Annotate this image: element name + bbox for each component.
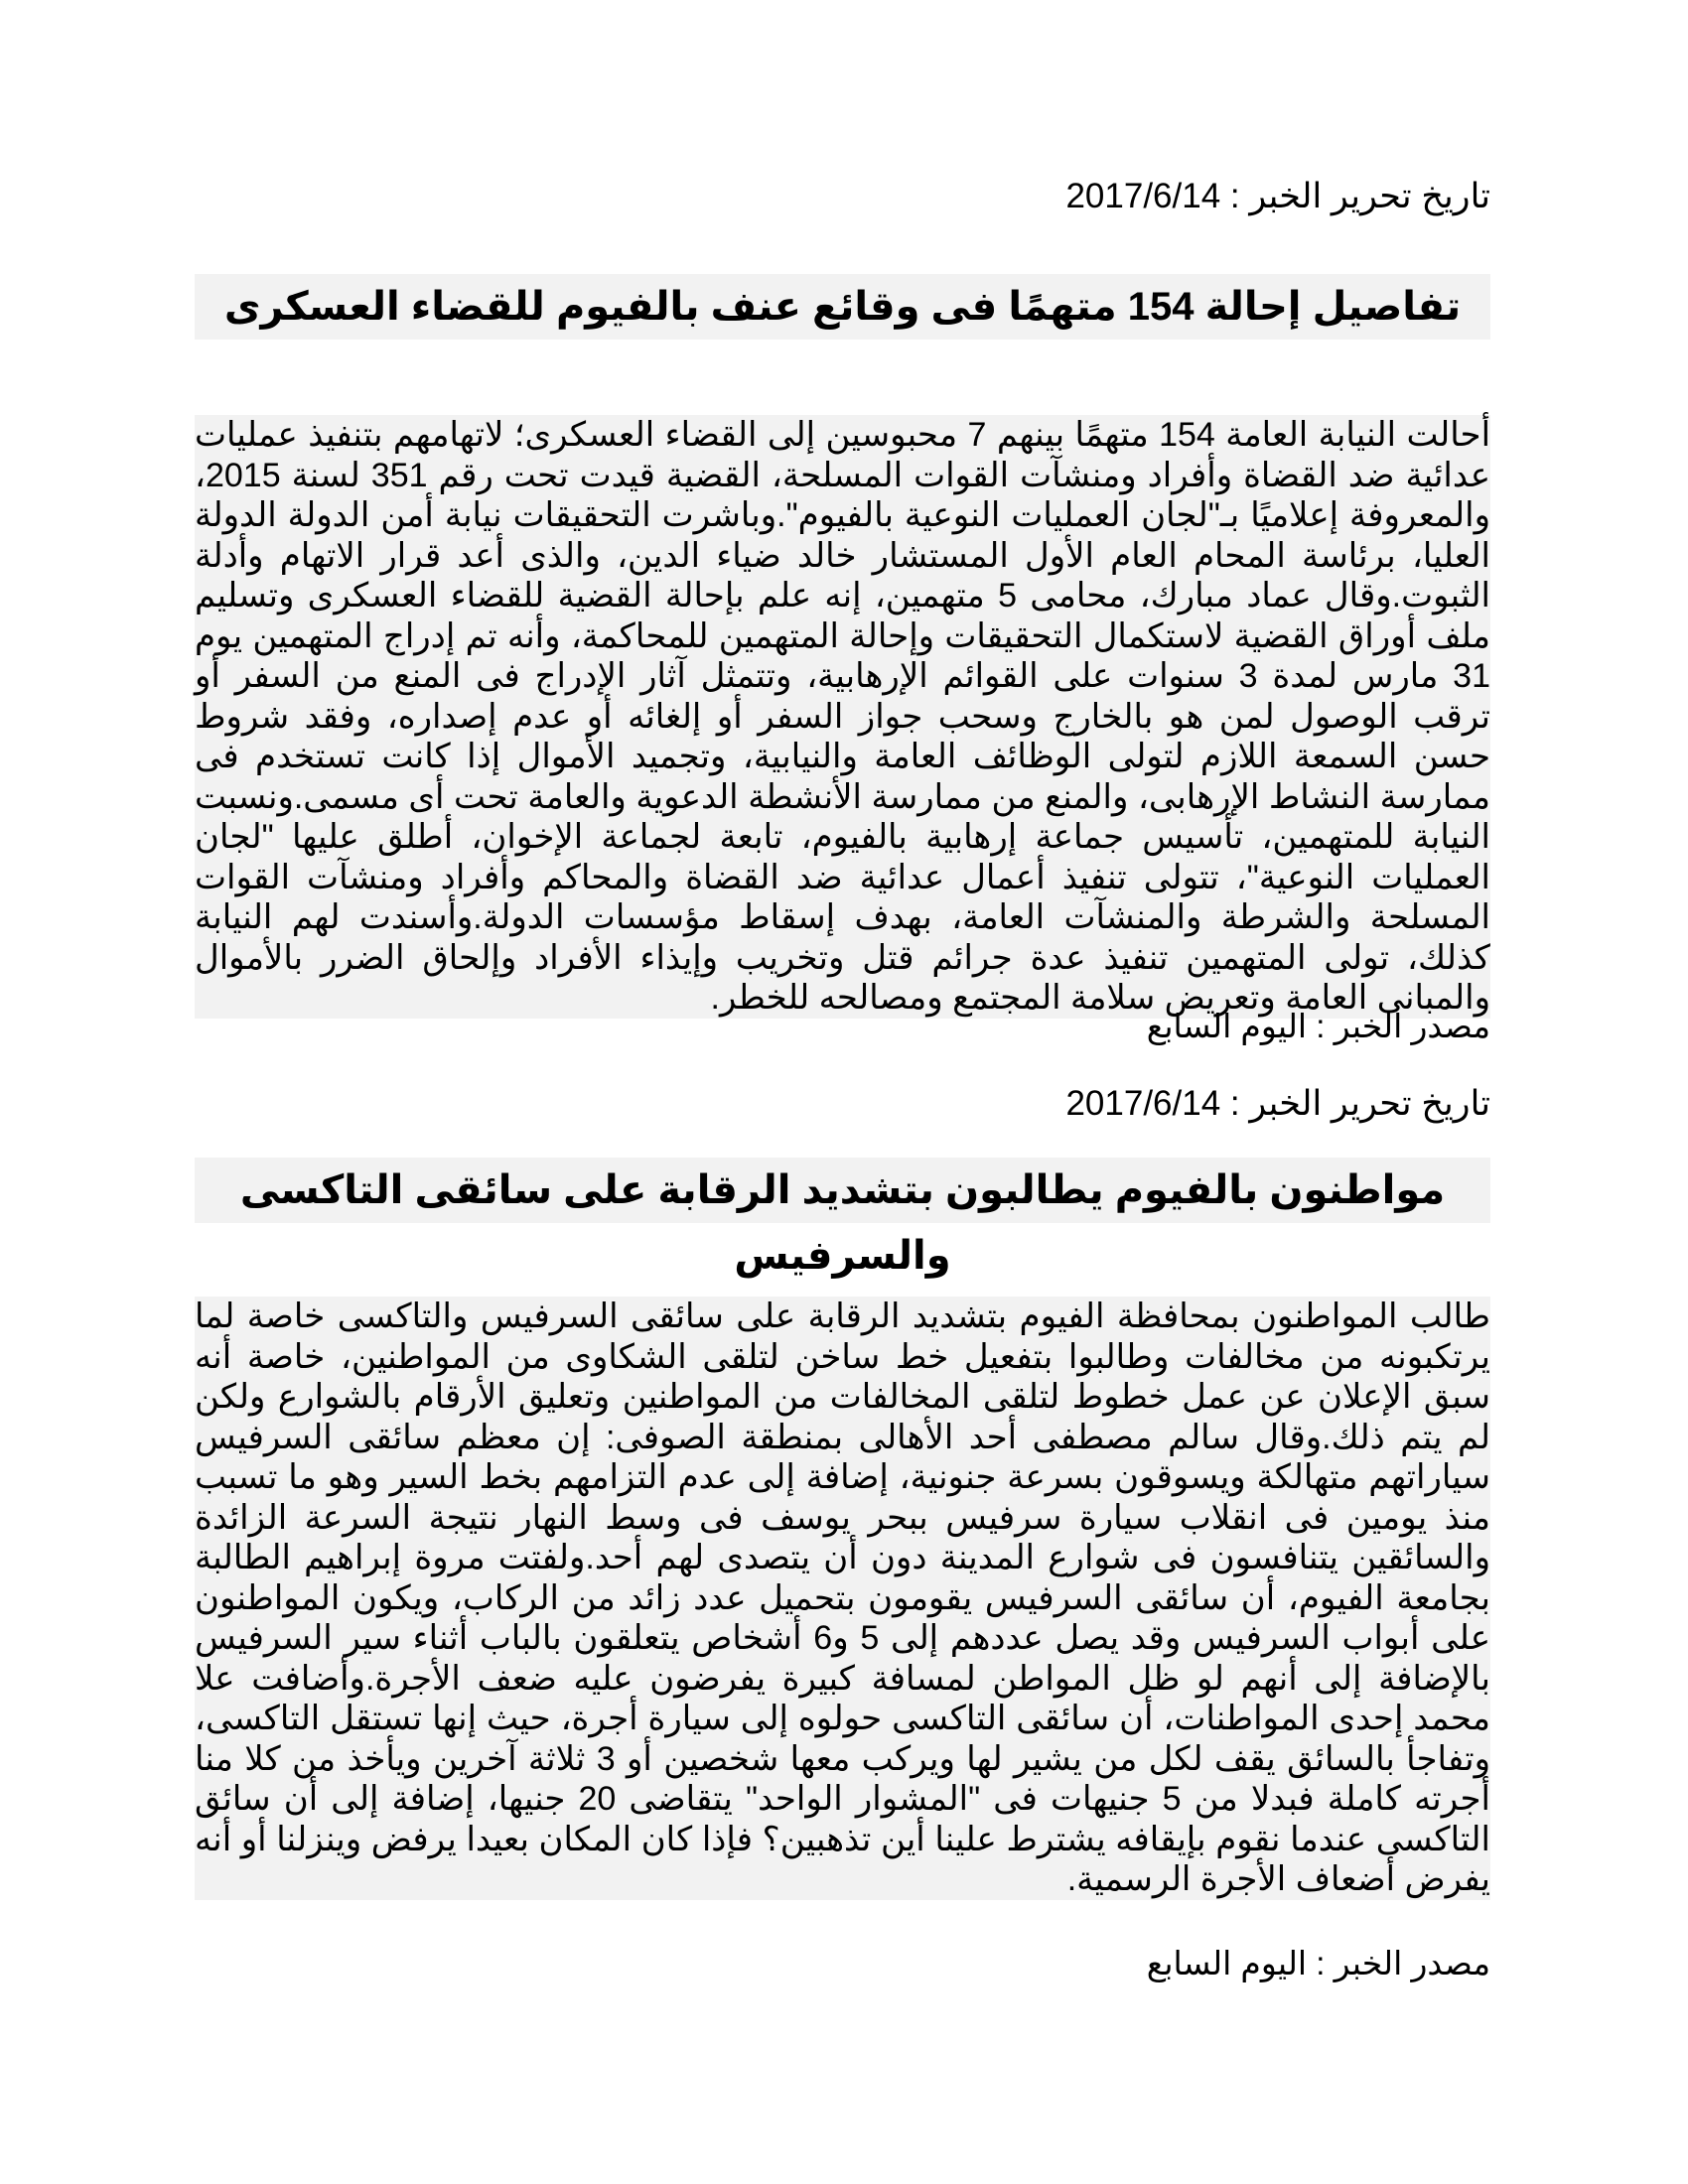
article-date-line: تاريخ تحرير الخبر : 2017/6/14 [1065,177,1490,215]
article-source-line: مصدر الخبر : اليوم السابع [1146,1945,1490,1981]
article-title: تفاصيل إحالة 154 متهمًا فى وقائع عنف بالفيوم للقضاء العسكرى [195,274,1490,340]
article-source-line: مصدر الخبر : اليوم السابع [1146,1008,1490,1044]
article-date-line: تاريخ تحرير الخبر : 2017/6/14 [1065,1084,1490,1123]
article-body: طالب المواطنون بمحافظة الفيوم بتشديد الرقابة على سائقى السرفيس والتاكسى خاصة لما يرتكبونه من مخالفات وطالبوا بتفعيل خط ساخن لتلقى الشكاوى من المواطنين، خاصة أنه سبق الإعلان عن عمل خطوط لتلقى المخالفات من المواطنين وتعليق الأرقام بالشوارع ولكن لم يتم ذلك.وقال سالم مصطفى أحد الأهالى بمنطقة الصوفى: إن معظم سائقى السرفيس سياراتهم متهالكة ويسوقون بسرعة جنونية، إضافة إلى عدم التزامهم بخط السير وهو ما تسبب منذ يومين فى انقلاب سيارة سرفيس ببحر يوسف فى وسط النهار نتيجة السرعة الزائدة والسائقين يتنافسون فى شوارع المدينة دون أن يتصدى لهم أحد.ولفتت مروة إبراهيم الطالبة بجامعة الفيوم، أن سائقى السرفيس يقومون بتحميل عدد زائد من الركاب، ويكون المواطنون على أبواب السرفيس وقد يصل عددهم إلى 5 و6 أشخاص يتعلقون بالباب أثناء سير السرفيس بالإضافة إلى أنهم لو ظل المواطن لمسافة كبيرة يفرضون عليه ضعف الأجرة.وأضافت علا محمد إحدى المواطنات، أن سائقى التاكسى حولوه إلى سيارة أجرة، حيث إنها تستقل التاكسى، وتفاجأ بالسائق يقف لكل من يشير لها ويركب معها شخصين أو 3 ثلاثة آخرين ويأخذ من كلا منا أجرته كاملة فبدلا من 5 جنيهات فى "المشوار الواحد" يتقاضى 20 جنيها، إضافة إلى أن سائق التاكسى عندما نقوم بإيقافه يشترط علينا أين تذهبين؟ فإذا كان المكان بعيدا يرفض وينزلنا أو أنه يفرض أضعاف الأجرة الرسمية. [195,1297,1490,1898]
article-body: أحالت النيابة العامة 154 متهمًا بينهم 7 محبوسين إلى القضاء العسكرى؛ لاتهامهم بتنفيذ عمليات عدائية ضد القضاة وأفراد ومنشآت القوات المسلحة، القضية قيدت تحت رقم 351 لسنة 2015، والمعروفة إعلاميًا بـ"لجان العمليات النوعية بالفيوم".وباشرت التحقيقات نيابة أمن الدولة الدولة العليا، برئاسة المحام العام الأول المستشار خالد ضياء الدين، والذى أعد قرار الاتهام وأدلة الثبوت.وقال عماد مبارك، محامى 5 متهمين، إنه علم بإحالة القضية للقضاء العسكرى وتسليم ملف أوراق القضية لاستكمال التحقيقات وإحالة المتهمين للمحاكمة، وأنه تم إدراج المتهمين يوم 31 مارس لمدة 3 سنوات على القوائم الإرهابية، وتتمثل آثار الإدراج فى المنع من السفر أو ترقب الوصول لمن هو بالخارج وسحب جواز السفر أو إلغائه أو عدم إصداره، وفقد شروط حسن السمعة اللازم لتولى الوظائف العامة والنيابية، وتجميد الأموال إذا كانت تستخدم فى ممارسة النشاط الإرهابى، والمنع من ممارسة الأنشطة الدعوية والعامة تحت أى مسمى.ونسبت النيابة للمتهمين، تأسيس جماعة إرهابية بالفيوم، تابعة لجماعة الإخوان، أطلق عليها "لجان العمليات النوعية"، تتولى تنفيذ أعمال عدائية ضد القضاة والمحاكم وأفراد ومنشآت القوات المسلحة والشرطة والمنشآت العامة، بهدف إسقاط مؤسسات الدولة.وأسندت لهم النيابة كذلك، تولى المتهمين تنفيذ عدة جرائم قتل وتخريب وإيذاء الأفراد وإلحاق الضرر بالأموال والمبانى العامة وتعريض سلامة المجتمع ومصالحه للخطر. [195,416,1491,1017]
article-title: مواطنون بالفيوم يطالبون بتشديد الرقابة على سائقى التاكسى والسرفيس [195,1158,1490,1223]
